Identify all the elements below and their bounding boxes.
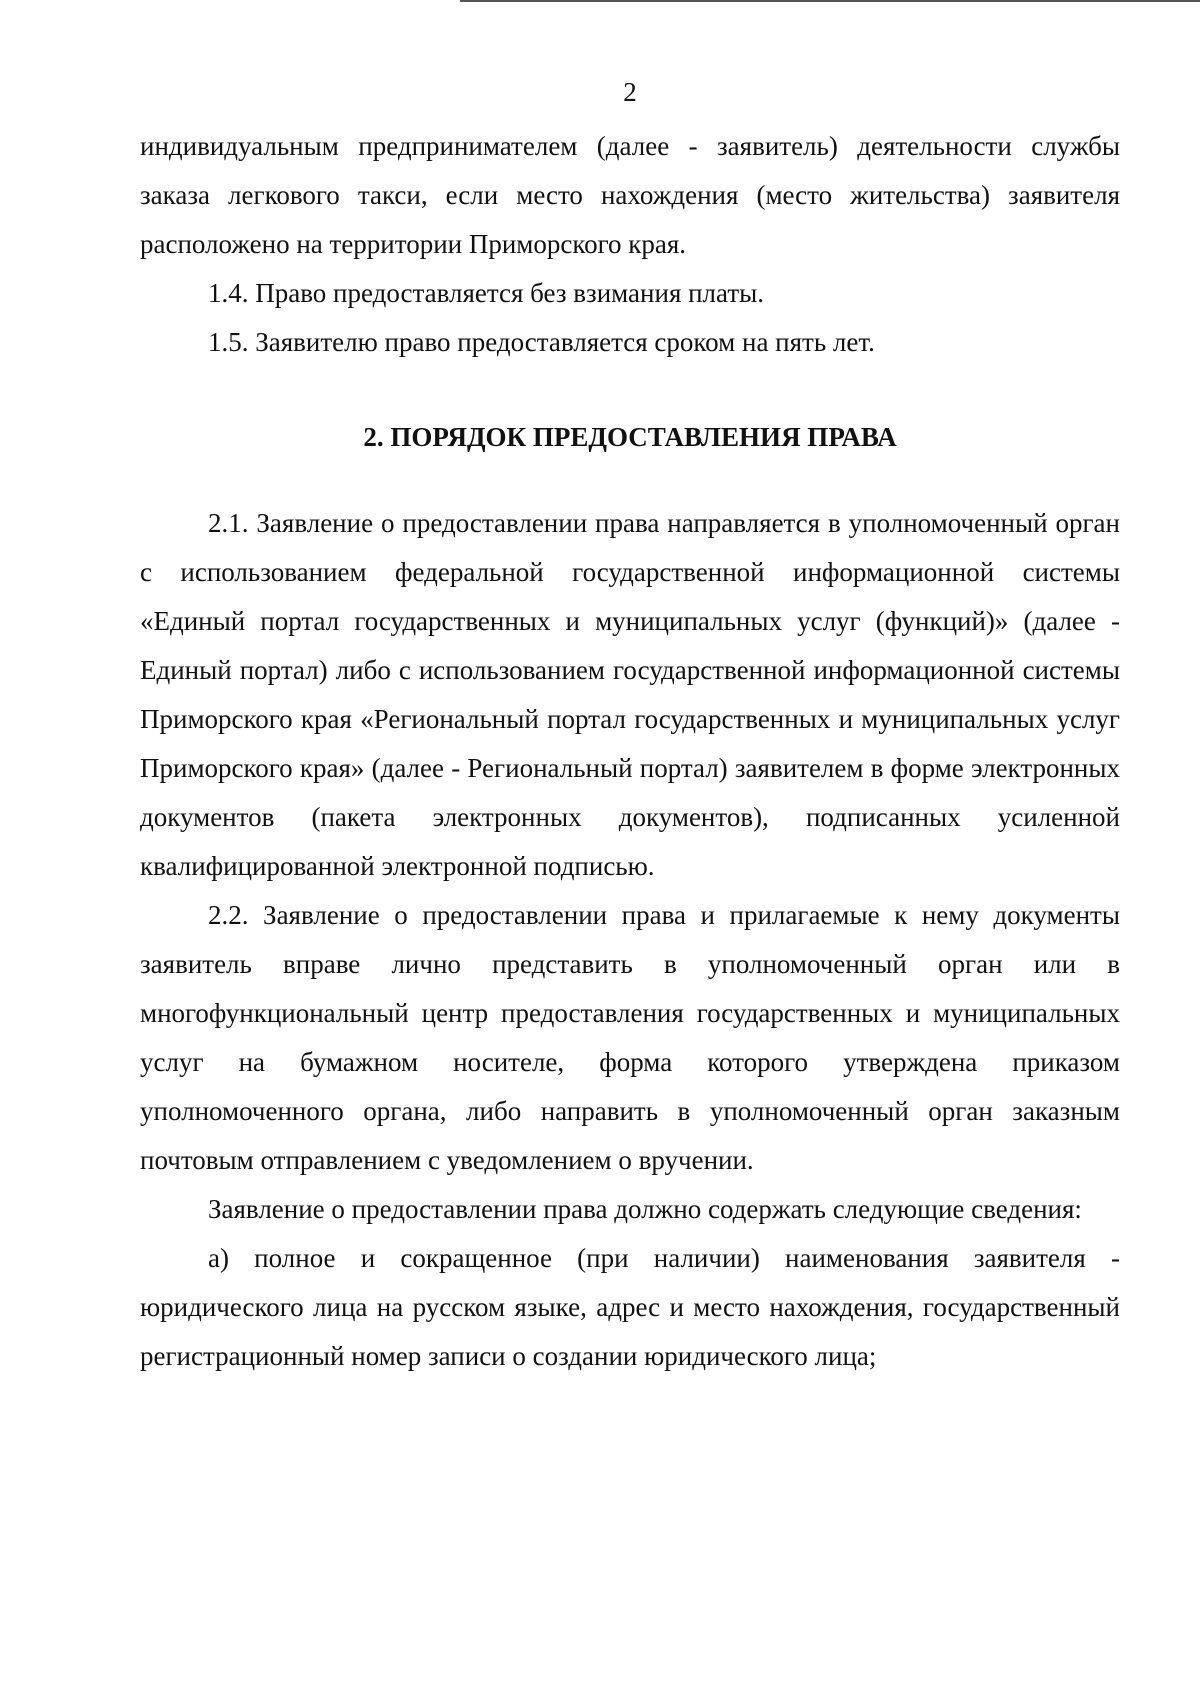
section-2-heading: 2. ПОРЯДОК ПРЕДОСТАВЛЕНИЯ ПРАВА [363, 422, 897, 452]
paragraph-item-2-2: 2.2. Заявление о предоставлении права и прилагаемые к нему документы заявитель вправе лично представить в уполномоченный орган или в многофункциональный центр предоставления государственных и муниципальных услуг на бумажном носителе, форма которого утверждена приказом уполномоченного органа, либо направить в уполномоченный орган заказным почтовым отправлением с уведомлением о вручении. [140, 900, 1120, 1175]
paragraph-section1-continuation: индивидуальным предпринимателем (далее - заявитель) деятельности службы заказа легкового такси, если место нахождения (место жительства) заявителя расположено на территории Приморского края. [140, 131, 1120, 259]
page-number: 2 [623, 77, 637, 107]
paragraph-application-contents-intro: Заявление о предоставлении права должно содержать следующие сведения: [208, 1194, 1082, 1224]
paragraph-item-1-5: 1.5. Заявителю право предоставляется сроком на пять лет. [208, 327, 875, 357]
paragraph-subitem-a: а) полное и сокращенное (при наличии) наименования заявителя - юридического лица на русском языке, адрес и место нахождения, государственный регистрационный номер записи о создании юридического лица; [140, 1243, 1120, 1371]
scan-top-edge [460, 0, 1200, 2]
document-page [140, 76, 1120, 1381]
paragraph-item-2-1: 2.1. Заявление о предоставлении права направляется в уполномоченный орган с использованием федеральной государственной информационной системы «Единый портал государственных и муниципальных услуг (функций)» (далее - Единый портал) либо с использованием государственной информационной системы Приморского края «Региональный портал государственных и муниципальных услуг Приморского края» (далее - Региональный портал) заявителем в форме электронных документов (пакета электронных документов), подписанных усиленной квалифицированной электронной подписью. [140, 508, 1120, 881]
paragraph-item-1-4: 1.4. Право предоставляется без взимания платы. [208, 278, 765, 308]
